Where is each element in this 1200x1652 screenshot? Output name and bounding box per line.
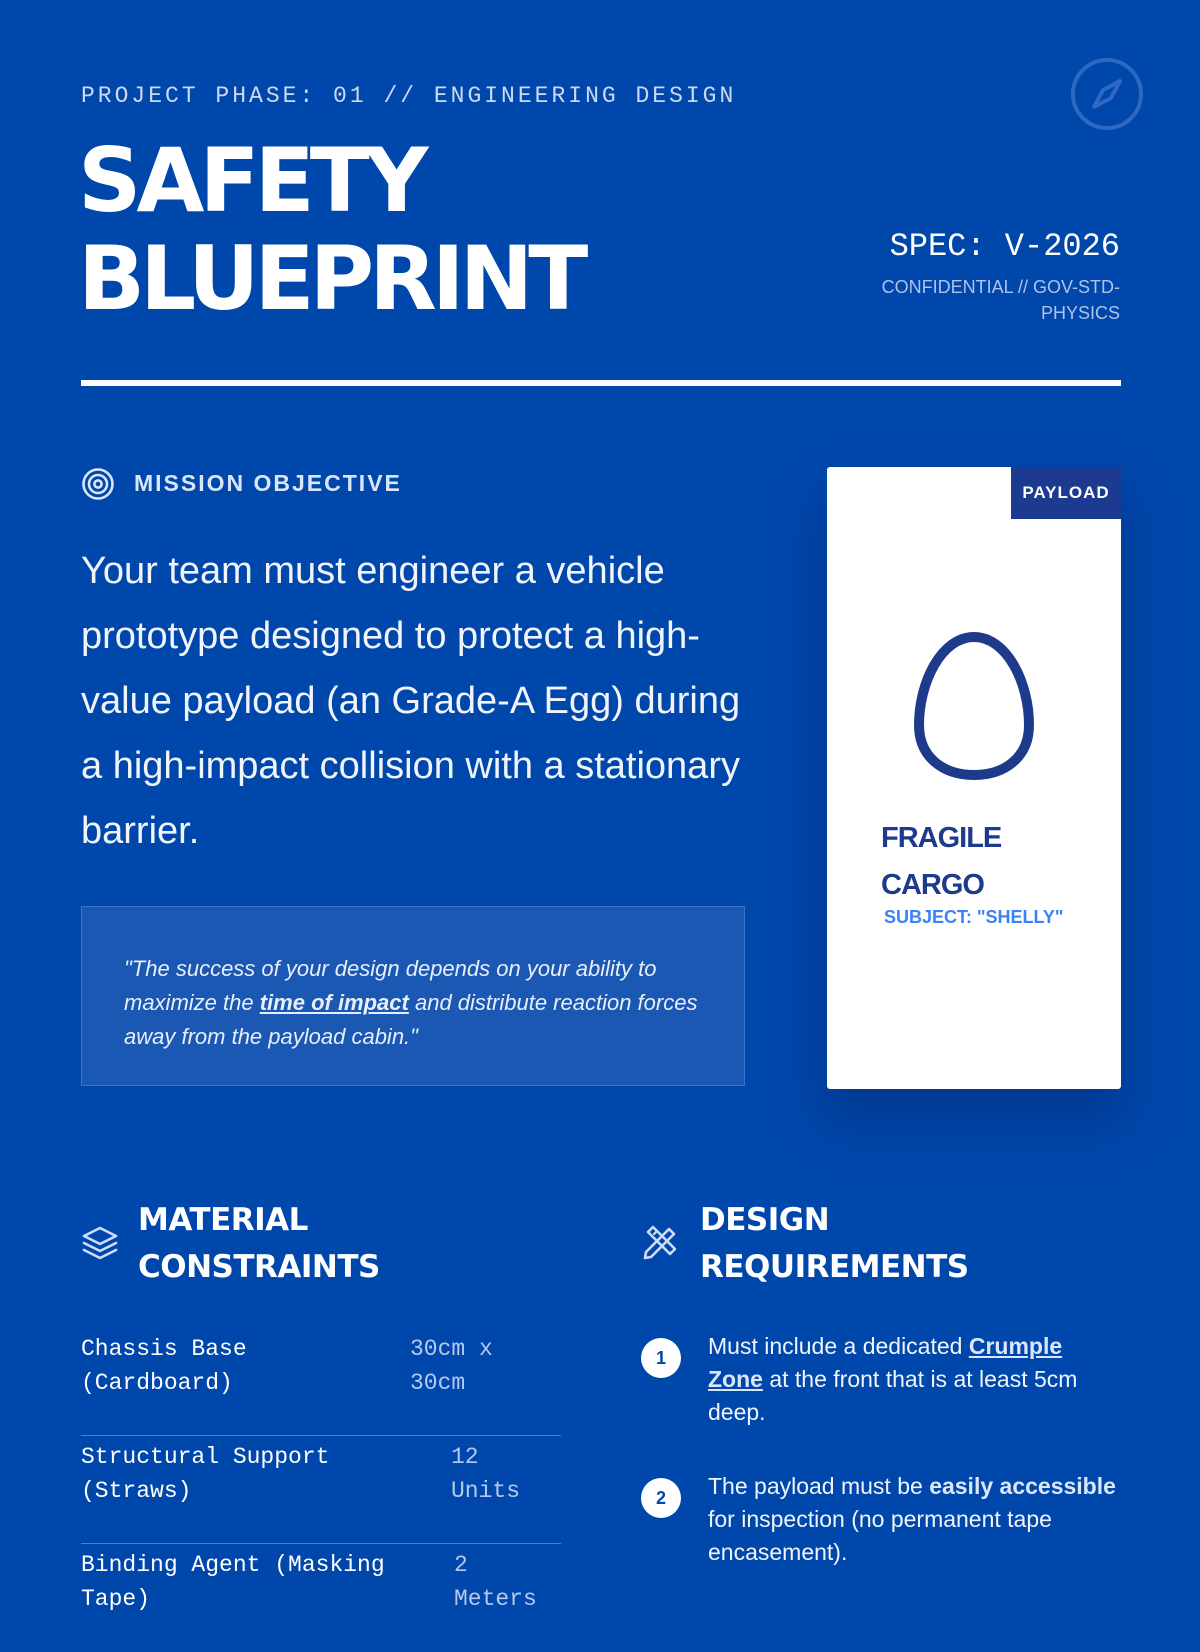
payload-tag: PAYLOAD bbox=[1011, 467, 1121, 519]
subject-label: SUBJECT: "SHELLY" bbox=[884, 907, 1064, 927]
requirement-emphasis: easily accessible bbox=[929, 1473, 1116, 1499]
mission-objective-heading: MISSION OBJECTIVE bbox=[134, 470, 402, 496]
requirements-title-line-1: DESIGN bbox=[700, 1202, 830, 1238]
material-row bbox=[81, 1436, 561, 1544]
requirement-number-badge: 1 bbox=[641, 1338, 681, 1378]
project-phase-label: PROJECT PHASE: 01 // ENGINEERING DESIGN bbox=[81, 83, 737, 109]
layers-icon bbox=[81, 1224, 119, 1262]
requirements-title-line-2: REQUIREMENTS bbox=[700, 1249, 969, 1285]
header-divider bbox=[81, 380, 1121, 386]
material-name: Binding Agent (Masking Tape) bbox=[81, 1552, 385, 1612]
requirement-text-before: Must include a dedicated bbox=[708, 1333, 969, 1359]
spec-version: SPEC: V-2026 bbox=[889, 228, 1120, 265]
quote-part-1: "The success of your design depends on your ability to maximize the bbox=[124, 956, 657, 1015]
requirement-text-after: for inspection (no permanent tape encasement). bbox=[708, 1506, 1052, 1565]
requirement-text bbox=[708, 1470, 1118, 1569]
material-name: Chassis Base (Cardboard) bbox=[81, 1336, 247, 1396]
requirement-text bbox=[708, 1330, 1118, 1429]
material-title-line-2: CONSTRAINTS bbox=[138, 1249, 380, 1285]
requirements-list bbox=[641, 1330, 1121, 1610]
quote-text bbox=[124, 952, 702, 1054]
material-value: 30cm x 30cm bbox=[410, 1336, 493, 1396]
quote-box bbox=[81, 906, 745, 1086]
requirement-emphasis: Crumple Zone bbox=[708, 1333, 1063, 1392]
fragile-cargo-label: FRAGILE CARGO bbox=[881, 822, 1002, 901]
material-title-line-1: MATERIAL bbox=[138, 1202, 308, 1238]
requirement-number-badge: 2 bbox=[641, 1478, 681, 1518]
material-name: Structural Support (Straws) bbox=[81, 1444, 330, 1504]
page-title bbox=[78, 129, 584, 330]
material-value: 12 Units bbox=[451, 1444, 521, 1504]
requirement-text-after: at the front that is at least 5cm deep. bbox=[708, 1366, 1078, 1425]
requirement-item bbox=[641, 1330, 1121, 1470]
material-row bbox=[81, 1544, 561, 1652]
target-icon bbox=[81, 467, 115, 501]
materials-table bbox=[81, 1328, 561, 1652]
payload-card bbox=[827, 467, 1121, 1089]
mission-description: Your team must engineer a vehicle prototype designed to protect a high-value payload (an Grade-A Egg) during a high-impact collision with a stationary barrier. bbox=[81, 550, 741, 852]
pencil-ruler-icon bbox=[641, 1222, 679, 1262]
requirement-item bbox=[641, 1470, 1121, 1610]
quote-part-2: and distribute reaction forces away from the payload cabin." bbox=[124, 990, 698, 1049]
material-row bbox=[81, 1328, 561, 1436]
material-constraints-heading bbox=[138, 1197, 380, 1291]
material-value: 2 Meters bbox=[454, 1552, 537, 1612]
compass-icon bbox=[1070, 57, 1144, 131]
quote-emphasis: time of impact bbox=[259, 990, 409, 1015]
requirement-text-before: The payload must be bbox=[708, 1473, 930, 1499]
egg-icon bbox=[913, 631, 1035, 781]
title-line-1: SAFETY bbox=[78, 129, 424, 232]
design-requirements-heading bbox=[700, 1197, 969, 1291]
title-line-2: BLUEPRINT bbox=[78, 227, 584, 330]
confidential-label: CONFIDENTIAL // GOV-STD-PHYSICS bbox=[881, 277, 1120, 323]
